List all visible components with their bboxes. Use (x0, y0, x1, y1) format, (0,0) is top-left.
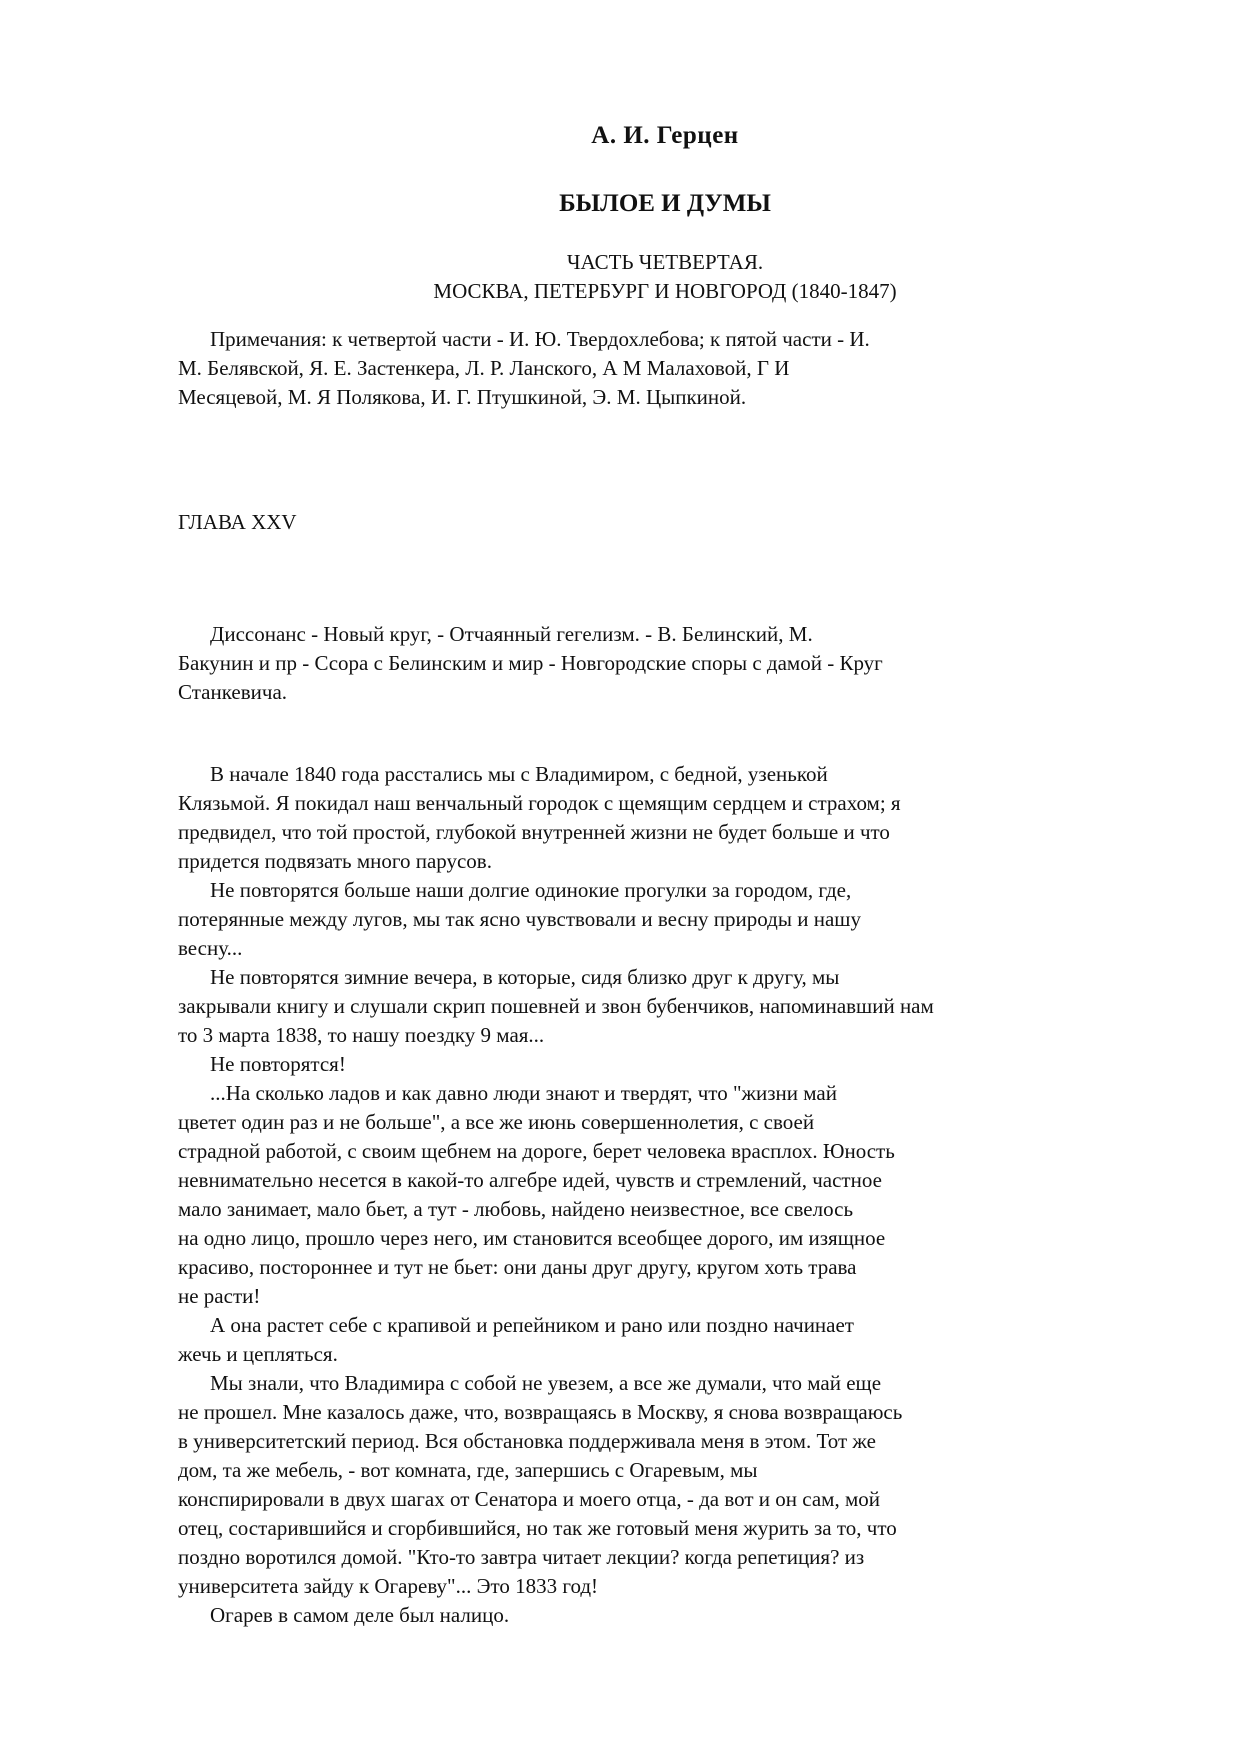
body-line: отец, состарившийся и сгорбившийся, но так же готовый меня журить за то, что (178, 1516, 897, 1540)
part-heading (0, 248, 1240, 306)
body-line: Огарев в самом деле был налицо. (210, 1603, 510, 1627)
body-line: страдной работой, с своим щебнем на дороге, берет человека врасплох. Юность (178, 1139, 895, 1163)
body-text (178, 760, 1098, 1630)
notes-line: Месяцевой, М. Я Полякова, И. Г. Птушкиной, Э. М. Цыпкиной. (178, 385, 747, 409)
body-line: потерянные между лугов, мы так ясно чувствовали и весну природы и нашу (178, 907, 861, 931)
body-line: университета зайду к Огареву"... Это 1833 год! (178, 1574, 599, 1598)
body-line: Мы знали, что Владимира с собой не увезем, а все же думали, что май еще (210, 1371, 882, 1395)
body-line: то 3 марта 1838, то нашу поездку 9 мая... (178, 1023, 545, 1047)
body-line: красиво, постороннее и тут не бьет: они даны друг другу, кругом хоть трава (178, 1255, 857, 1279)
body-line: Не повторятся больше наши долгие одинокие прогулки за городом, где, (210, 878, 852, 902)
part-heading-line-2: МОСКВА, ПЕТЕРБУРГ И НОВГОРОД (1840-1847) (433, 279, 897, 303)
body-line: жечь и цепляться. (178, 1342, 338, 1366)
body-line: закрывали книгу и слушали скрип пошевней и звон бубенчиков, напоминавший нам (178, 994, 934, 1018)
body-line: А она растет себе с крапивой и репейником и рано или поздно начинает (210, 1313, 854, 1337)
body-line: Не повторятся! (210, 1052, 346, 1076)
body-line: конспирировали в двух шагах от Сенатора и моего отца, - да вот и он сам, мой (178, 1487, 880, 1511)
book-title: БЫЛОЕ И ДУМЫ (559, 190, 771, 217)
body-line: Клязьмой. Я покидал наш венчальный городок с щемящим сердцем и страхом; я (178, 791, 901, 815)
body-line: придется подвязать много парусов. (178, 849, 492, 873)
body-line: не прошел. Мне казалось даже, что, возвращаясь в Москву, я снова возвращаюсь (178, 1400, 903, 1424)
notes-line: М. Белявской, Я. Е. Застенкера, Л. Р. Ланского, А М Малаховой, Г И (178, 356, 790, 380)
author-name: А. И. Герцен (591, 122, 739, 149)
body-line: дом, та же мебель, - вот комната, где, запершись с Огаревым, мы (178, 1458, 758, 1482)
synopsis-line: Диссонанс - Новый круг, - Отчаянный гегелизм. - В. Белинский, М. (210, 622, 813, 646)
chapter-synopsis (178, 620, 1098, 707)
body-line: В начале 1840 года расстались мы с Владимиром, с бедной, узенькой (210, 762, 828, 786)
synopsis-line: Станкевича. (178, 680, 288, 704)
body-line: предвидел, что той простой, глубокой внутренней жизни не будет больше и что (178, 820, 890, 844)
body-line: невнимательно несется в какой-то алгебре идей, чувств и стремлений, частное (178, 1168, 882, 1192)
body-line: весну... (178, 936, 243, 960)
body-line: поздно воротился домой. "Кто-то завтра читает лекции? когда репетиция? из (178, 1545, 865, 1569)
chapter-heading: ГЛАВА XXV (178, 510, 297, 534)
body-line: цветет один раз и не больше", а все же июнь совершеннолетия, с своей (178, 1110, 815, 1134)
body-line: в университетский период. Вся обстановка поддерживала меня в этом. Тот же (178, 1429, 876, 1453)
part-heading-line-1: ЧАСТЬ ЧЕТВЕРТАЯ. (566, 250, 764, 274)
body-line: на одно лицо, прошло через него, им становится всеобщее дорого, им изящное (178, 1226, 886, 1250)
body-line: не расти! (178, 1284, 261, 1308)
body-line: ...На сколько ладов и как давно люди знают и твердят, что "жизни май (210, 1081, 837, 1105)
body-line: Не повторятся зимние вечера, в которые, сидя близко друг к другу, мы (210, 965, 840, 989)
synopsis-line: Бакунин и пр - Ссора с Белинским и мир - Новгородские споры с дамой - Круг (178, 651, 883, 675)
notes-line: Примечания: к четвертой части - И. Ю. Твердохлебова; к пятой части - И. (210, 327, 870, 351)
body-line: мало занимает, мало бьет, а тут - любовь, найдено неизвестное, все свелось (178, 1197, 854, 1221)
notes-paragraph (178, 325, 1098, 412)
